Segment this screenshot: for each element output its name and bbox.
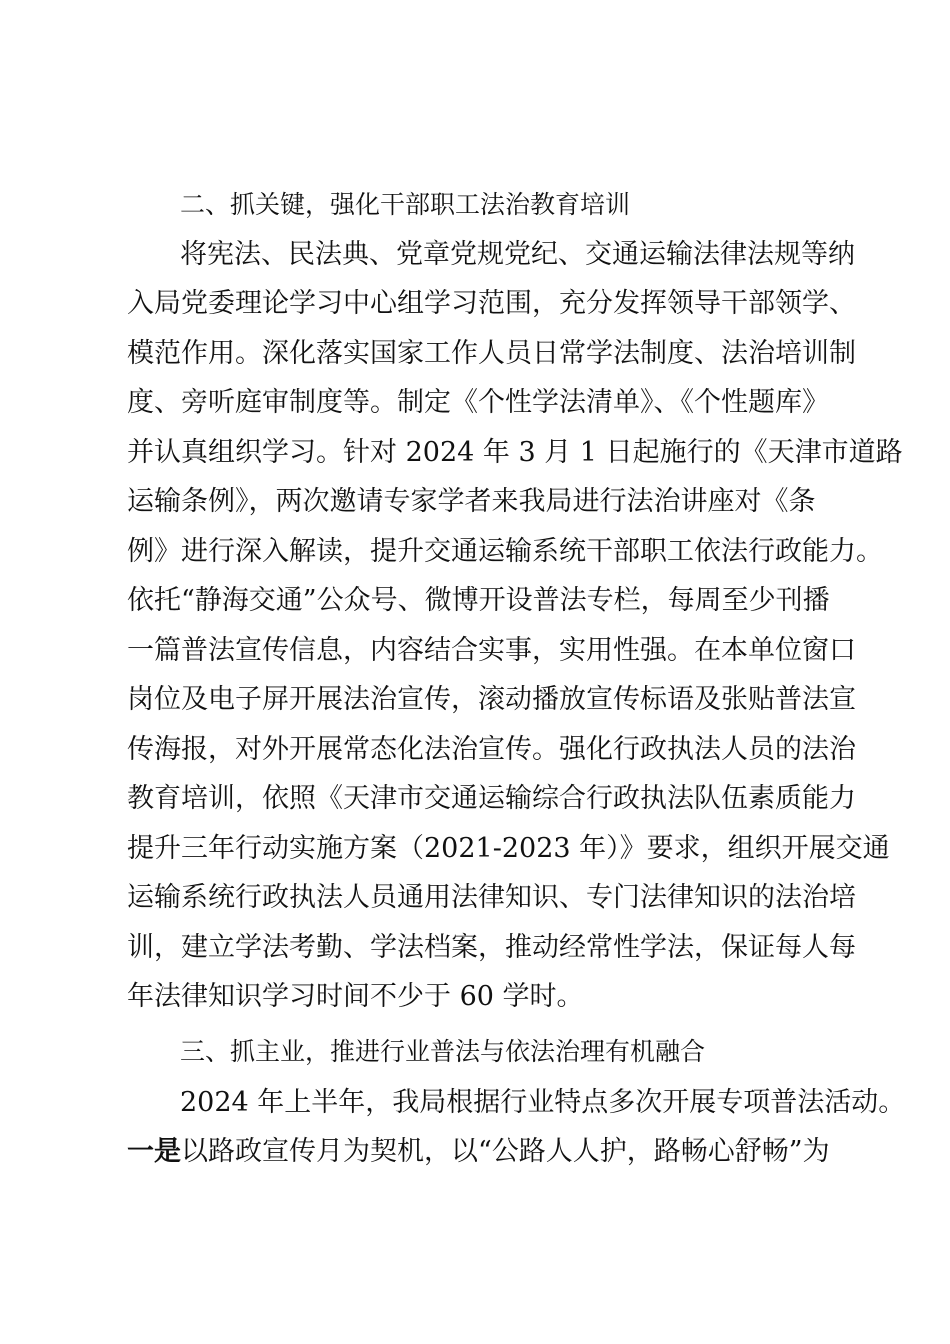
- paragraph-line: 训，建立学法考勤、学法档案，推动经常性学法，保证每人每: [127, 932, 856, 963]
- paragraph-line: 提升三年行动实施方案（2021-2023 年）》要求，组织开展交通: [127, 833, 890, 864]
- paragraph-line: 岗位及电子屏开展法治宣传，滚动播放宣传标语及张贴普法宣: [127, 684, 856, 715]
- paragraph-line: 传海报，对外开展常态化法治宣传。强化行政执法人员的法治: [127, 734, 856, 765]
- paragraph-line: 运输系统行政执法人员通用法律知识、专门法律知识的法治培: [127, 882, 856, 913]
- paragraph-line: 度、旁听庭审制度等。制定《个性学法清单》、《个性题库》: [127, 387, 829, 418]
- paragraph-line: 模范作用。深化落实国家工作人员日常学法制度、法治培训制: [127, 338, 856, 369]
- section-heading-3: 三、抓主业，推进行业普法与依法治理有机融合: [180, 1037, 706, 1066]
- paragraph-line: 例》进行深入解读，提升交通运输系统干部职工依法行政能力。: [127, 536, 883, 567]
- paragraph-line: 入局党委理论学习中心组学习范围，充分发挥领导干部领学、: [127, 288, 856, 319]
- paragraph-line: 年法律知识学习时间不少于 60 学时。: [127, 981, 584, 1012]
- paragraph-line: 将宪法、民法典、党章党规党纪、交通运输法律法规等纳: [180, 239, 855, 270]
- section-heading-2: 二、抓关键，强化干部职工法治教育培训: [180, 190, 631, 219]
- paragraph-line: 依托“静海交通”公众号、微博开设普法专栏，每周至少刊播: [127, 585, 830, 616]
- paragraph-line: 2024 年上半年，我局根据行业特点多次开展专项普法活动。: [180, 1087, 906, 1118]
- paragraph-line: 并认真组织学习。针对 2024 年 3 月 1 日起施行的《天津市道路: [127, 437, 903, 468]
- paragraph-line: 运输条例》，两次邀请专家学者来我局进行法治讲座对《条: [127, 486, 816, 517]
- paragraph-text: 以路政宣传月为契机，以“公路人人护，路畅心舒畅”为: [181, 1136, 830, 1167]
- paragraph-line: 一篇普法宣传信息，内容结合实事，实用性强。在本单位窗口: [127, 635, 856, 666]
- enumeration-marker: 一是: [127, 1136, 181, 1167]
- paragraph-line: [127, 1135, 830, 1169]
- paragraph-line: 教育培训，依照《天津市交通运输综合行政执法队伍素质能力: [127, 783, 856, 814]
